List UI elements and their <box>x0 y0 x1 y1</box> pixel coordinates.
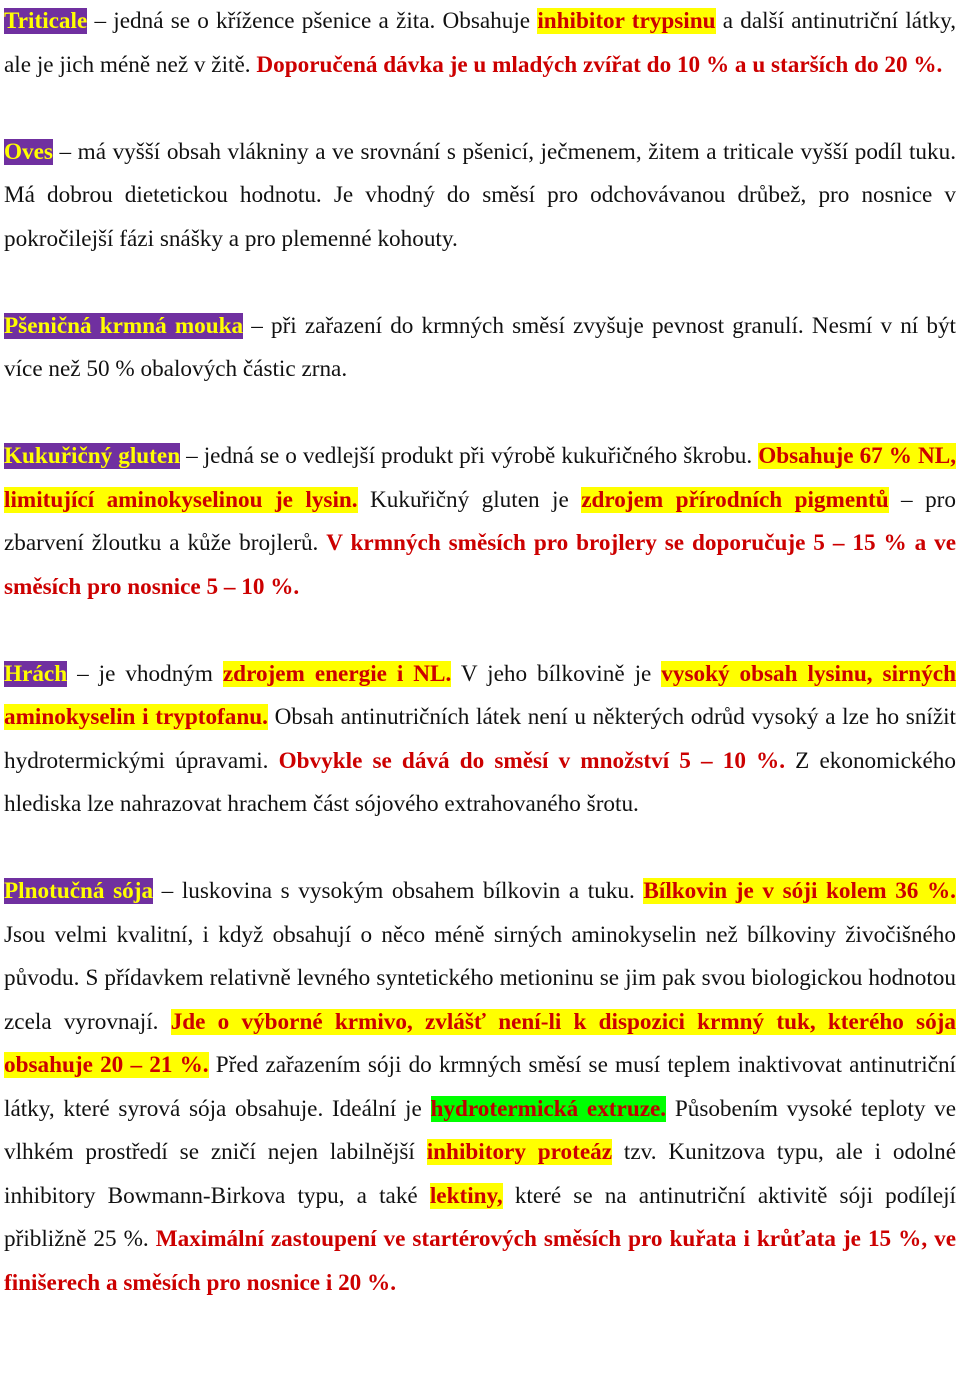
highlighted-text: zdrojem přírodních pigmentů <box>581 486 889 513</box>
body-text: které se na antinutriční aktivitě sóji podílejí přibližně 25 %. <box>4 1182 956 1252</box>
body-text: Obsah antinutričních látek není u některých odrůd vysoký a lze ho snížit hydrotermickými úpravami. <box>4 704 956 774</box>
emphasis-text: Maximální zastoupení ve startérových směsích pro kuřata i krůťata je 15 %, ve finišerech a směsích pro nosnice i 20 %. <box>4 1226 956 1296</box>
highlighted-text: Bílkovin je v sóji kolem 36 %. <box>643 878 956 904</box>
highlighted-text: zdrojem energie i NL. <box>222 660 452 687</box>
body-text: V jeho bílkovině je <box>451 660 662 687</box>
body-text: Z ekonomického hlediska lze nahrazovat hrachem část sójového extrahovaného šrotu. <box>4 747 956 817</box>
feed-name-heading: Triticale <box>4 8 88 34</box>
emphasis-text: Doporučená dávka je u mladých zvířat do 10 % a u starších do 20 %. <box>256 51 943 78</box>
body-text: Působením vysoké teploty ve vlhkém prostředí se zničí nejen labilnější <box>4 1095 957 1165</box>
paragraph-hrach <box>4 653 956 827</box>
body-text: a další antinutriční látky, ale je jich méně než v žitě. <box>4 8 956 78</box>
paragraph-oves <box>4 131 956 262</box>
feed-name-heading: Kukuřičný gluten <box>4 443 181 469</box>
highlighted-text: vysoký obsah lysinu, sirných aminokyselin i tryptofanu. <box>4 660 956 730</box>
feed-name-heading: Pšeničná krmná mouka <box>4 312 244 339</box>
feed-name-heading: Hrách <box>4 660 68 687</box>
highlighted-text: inhibitor trypsinu <box>537 8 716 34</box>
highlighted-text: inhibitory proteáz <box>426 1139 613 1165</box>
paragraph-triticale <box>4 0 956 87</box>
feed-name-heading: Oves <box>4 138 53 165</box>
paragraph-psenicna-mouka <box>4 305 956 392</box>
body-text: Jsou velmi kvalitní, i když obsahují o něco méně sirných aminokyselin než bílkoviny živočišného původu. S přídavkem relativně levného syntetického metioninu se jim pak svou biologickou hodnotou zcela vyrovnají. <box>4 921 956 1035</box>
body-text: – jedná se o vedlejší produkt při výrobě kukuřičného škrobu. <box>180 443 759 469</box>
highlighted-text: Jde o výborné krmivo, zvlášť není-li k dispozici krmný tuk, kterého sója obsahuje 20 – 21 %. <box>4 1008 956 1078</box>
highlighted-text: lektiny, <box>429 1182 503 1209</box>
paragraph-kukuricny-gluten <box>4 435 956 609</box>
body-text: – je vhodným <box>67 660 223 687</box>
body-text: – pro zbarvení žloutku a kůže brojlerů. <box>4 486 956 556</box>
body-text: – při zařazení do krmných směsí zvyšuje pevnost granulí. Nesmí v ní být více než 50 % obalových částic zrna. <box>4 312 956 382</box>
body-text: – luskovina s vysokým obsahem bílkovin a tuku. <box>153 878 644 904</box>
body-text: – má vyšší obsah vlákniny a ve srovnání s pšenicí, ječmenem, žitem a triticale vyšší podíl tuku. Má dobrou dietetickou hodnotu. Je vhodný do směsí pro odchovávanou drůbež, pro nosnice v pokročilejší fázi snášky a pro plemenné kohouty. <box>4 138 956 252</box>
feed-name-heading: Plnotučná sója <box>4 878 154 904</box>
highlighted-text: Obsahuje 67 % NL, limitující aminokyselinou je lysin. <box>4 443 956 513</box>
body-text: Před zařazením sóji do krmných směsí se musí teplem inaktivovat antinutriční látky, které syrová sója obsahuje. Ideální je <box>4 1052 956 1122</box>
paragraph-plnotucna-soja <box>4 870 956 1305</box>
emphasis-text: V krmných směsích pro brojlery se doporučuje 5 – 15 % a ve směsích pro nosnice 5 – 10 %. <box>4 530 956 600</box>
emphasis-text: Obvykle se dává do směsí v množství 5 – 10 %. <box>278 747 786 774</box>
body-text: Kukuřičný gluten je <box>357 486 582 513</box>
body-text: tzv. Kunitzova typu, ale i odolné inhibitory Bowmann-Birkova typu, a také <box>4 1139 957 1209</box>
body-text: – jedná se o křížence pšenice a žita. Obsahuje <box>87 8 538 34</box>
green-highlighted-text: hydrotermická extruze. <box>430 1095 667 1122</box>
